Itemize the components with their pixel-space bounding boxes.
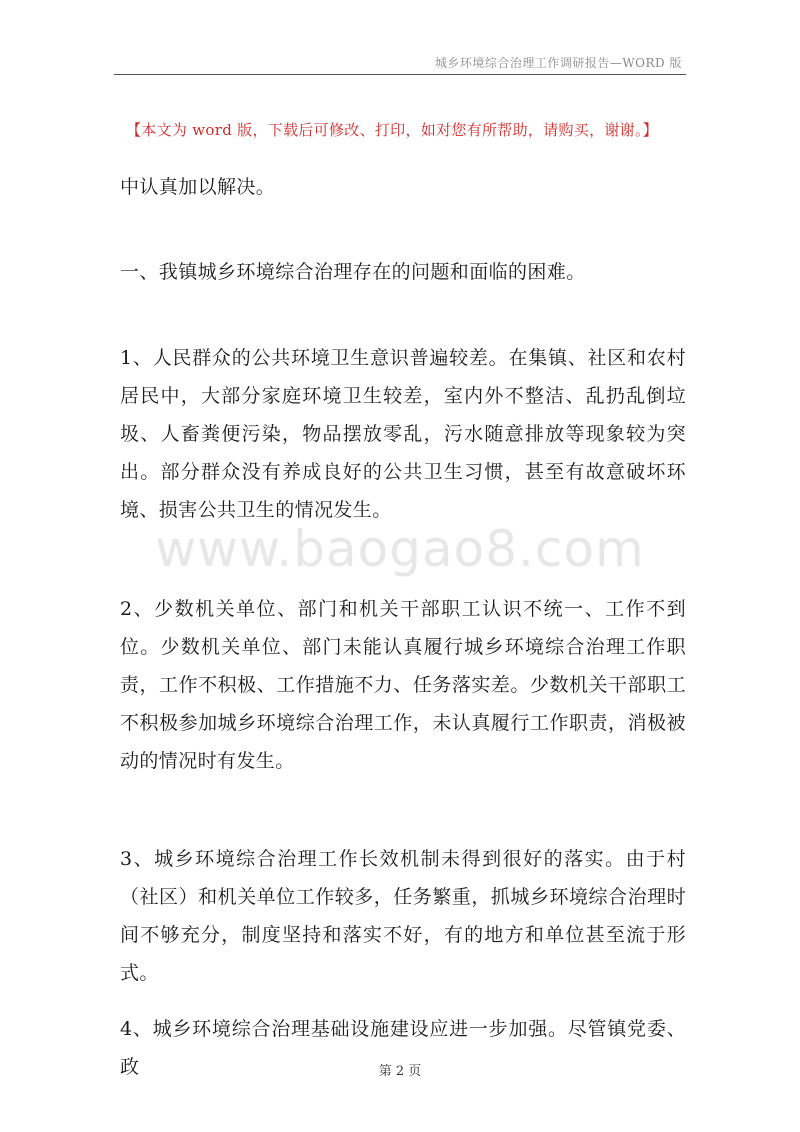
paragraph-item-2: 2、少数机关单位、部门和机关干部职工认识不统一、工作不到位。少数机关单位、部门未能认真履行城乡环境综合治理工作职责，工作不积极、工作措施不力、任务落实差。少数机关干部职工不积极参加城乡环境综合治理工作，未认真履行工作职责，消极被动的情况时有发生。	[120, 598, 686, 772]
page-number: 第 2 页	[378, 1064, 422, 1079]
paragraph-item-3: 3、城乡环境综合治理工作长效机制未得到很好的落实。由于村（社区）和机关单位工作较多，任务繁重，抓城乡环境综合治理时间不够充分，制度坚持和落实不好，有的地方和单位甚至流于形式。	[120, 848, 686, 984]
watermark: www.baogao8.com	[155, 520, 645, 578]
section-heading: 一、我镇城乡环境综合治理存在的问题和面临的困难。	[120, 261, 586, 283]
paragraph-item-1: 1、人民群众的公共环境卫生意识普遍较差。在集镇、社区和农村居民中，大部分家庭环境卫生较差，室内外不整洁、乱扔乱倒垃圾、人畜粪便污染，物品摆放零乱，污水随意排放等现象较为突出。部分群众没有养成良好的公共卫生习惯，甚至有故意破坏环境、损害公共卫生的情况发生。	[120, 347, 686, 521]
header-divider	[114, 74, 686, 75]
paragraph-item-4: 4、城乡环境综合治理基础设施建设应进一步加强。尽管镇党委、政	[120, 1018, 686, 1078]
header-title: 城乡环境综合治理工作调研报告—WORD 版	[434, 56, 682, 70]
paragraph-continuation: 中认真加以解决。	[120, 176, 276, 198]
download-notice: 【本文为 word 版，下载后可修改、打印，如对您有所帮助，请购买，谢谢。】	[126, 121, 659, 139]
